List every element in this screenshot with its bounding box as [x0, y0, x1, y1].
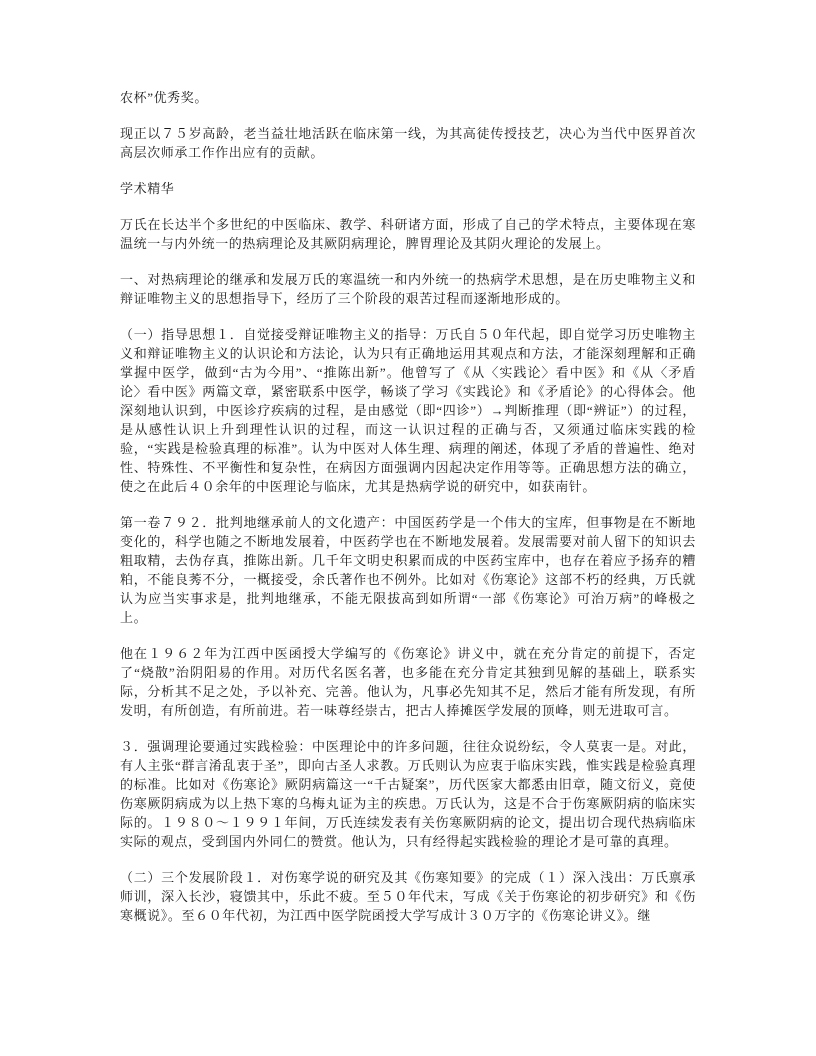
- paragraph: （二）三个发展阶段１．对伤寒学说的研究及其《伤寒知要》的完成（１）深入浅出：万氏禀承师训，深入长沙，寝馈其中，乐此不疲。至５０年代末，写成《关于伤寒论的初步研究》和《伤寒概说》。至６０年代初，为江西中医学院函授大学写成计３０万字的《伤寒论讲义》。继: [120, 870, 696, 923]
- paragraph: ３．强调理论要通过实践检验：中医理论中的许多问题，往往众说纷纭，令人莫衷一是。对此，有人主张“群言淆乱衷于圣”，即向古圣人求教。万氏则认为应衷于临床实践，惟实践是检验真理的标准。比如对《伤寒论》厥阴病篇这一“千古疑案”，历代医家大都悉由旧章，随文衍义，竟使伤寒厥阴病成为以上热下寒的乌梅丸证为主的疾患。万氏认为，这是不合于伤寒厥阴病的临床实际的。１９８０～１９９１年间，万氏连续发表有关伤寒厥阴病的论文，提出切合现代热病临床实际的观点，受到国内外同仁的赞赏。他认为，只有经得起实践检验的理论才是可靠的真理。: [120, 739, 696, 849]
- paragraph-continuation: 农杯”优秀奖。: [120, 90, 208, 105]
- paragraph: 他在１９６２年为江西中医函授大学编写的《伤寒论》讲义中，就在充分肯定的前提下，否定了“烧散”治阴阳易的作用。对历代名医名著，也多能在充分肯定其独到见解的基础上，联系实际，分析其不足之处，予以补充、完善。他认为，凡事必先知其不足，然后才能有所发现，有所发明，有所创造，有所前进。若一味尊经崇古，把古人捧摊医学发展的顶峰，则无进取可言。: [120, 646, 696, 718]
- paragraph: 一、对热病理论的继承和发展万氏的寒温统一和内外统一的热病学术思想，是在历史唯物主义和辩证唯物主义的思想指导下，经历了三个阶段的艰苦过程而逐渐地形成的。: [120, 272, 696, 306]
- paragraph: （一）指导思想１．自觉接受辩证唯物主义的指导：万氏自５０年代起，即自觉学习历史唯物主义和辩证唯物主义的认识论和方法论，认为只有正确地运用其观点和方法，才能深刻理解和正确掌握中医学，做到“古为今用”、“推陈出新”。他曾写了《从〈实践论〉看中医》和《从〈矛盾论〉看中医》两篇文章，紧密联系中医学，畅谈了学习《实践论》和《矛盾论》的心得体会。他深刻地认识到，中医诊疗疾病的过程，是由感觉（即“四诊”）→判断推理（即“辨证”）的过程，是从感性认识上升到理性认识的过程，而这一认识过程的正确与否，又须通过临床实践的检验，“实践是检验真理的标准”。认为中医对人体生理、病理的阐述，体现了矛盾的普遍性、绝对性、特殊性、不平衡性和复杂性，在病因方面强调内因起决定作用等等。正确思想方法的确立，使之在此后４０余年的中医理论与临床，尤其是热病学说的研究中，如获南针。: [120, 327, 696, 494]
- paragraph: 第一卷７９２．批判地继承前人的文化遗产：中国医药学是一个伟大的宝库，但事物是在不断地变化的，科学也随之不断地发展着，中医药学也在不断地发展着。发展需要对前人留下的知识去粗取精，去伪存真，推陈出新。几千年文明史积累而成的中医药宝库中，也存在着应予扬弃的糟粕，不能良莠不分，一概接受，余氏著作也不例外。比如对《伤寒论》这部不朽的经典，万氏就认为应当实事求是，批判地继承，不能无限拔高到如所谓“一部《伤寒论》可治万病”的峰极之上。: [120, 515, 696, 625]
- section-heading: 学术精华: [120, 181, 175, 196]
- paragraph: 万氏在长达半个多世纪的中医临床、教学、科研诸方面，形成了自己的学术特点，主要体现在寒温统一与内外统一的热病理论及其厥阴病理论，脾胃理论及其阴火理论的发展上。: [120, 217, 696, 251]
- paragraph: 现正以７５岁高龄，老当益壮地活跃在临床第一线，为其高徒传授技艺，决心为当代中医界首次高层次师承工作作出应有的贡献。: [120, 126, 696, 160]
